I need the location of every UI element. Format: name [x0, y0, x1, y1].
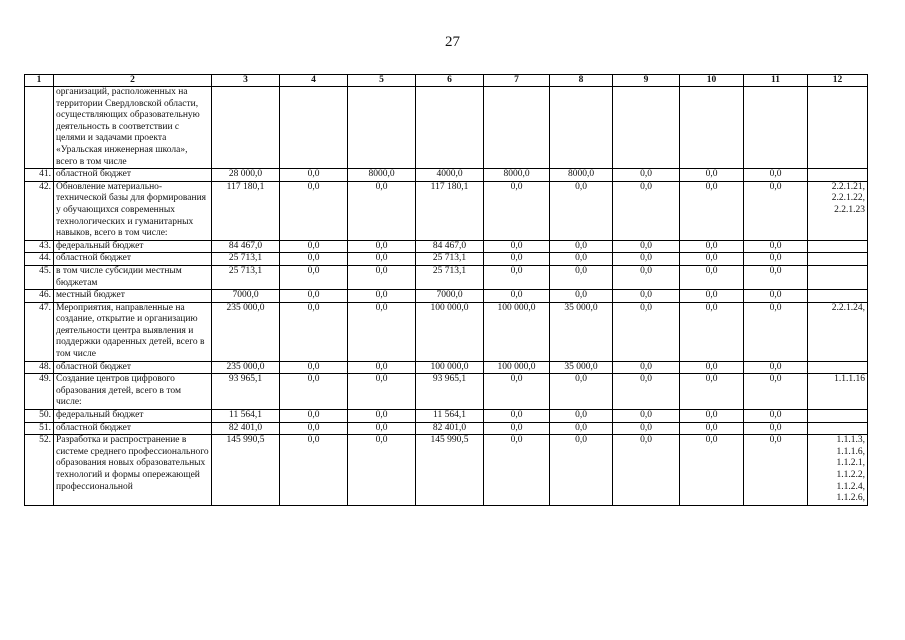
column-header: 7	[484, 75, 550, 87]
value-cell: 8000,0	[550, 169, 613, 182]
value-cell: 0,0	[348, 290, 416, 303]
value-cell: 0,0	[680, 265, 744, 289]
value-cell: 0,0	[613, 361, 680, 374]
value-cell	[280, 87, 348, 169]
value-cell: 0,0	[280, 410, 348, 423]
description-cell: организаций, расположенных на территории Свердловской области, осуществляющих образовательную деятельность в соответствии с целями и задачами проекта «Уральская инженерная школа», всего в том числе	[54, 87, 212, 169]
description-cell: областной бюджет	[54, 361, 212, 374]
value-cell: 0,0	[484, 181, 550, 240]
table-row	[25, 265, 868, 289]
reference-cell: 2.2.1.21, 2.2.1.22, 2.2.1.23	[808, 181, 868, 240]
column-header: 4	[280, 75, 348, 87]
value-cell: 11 564,1	[416, 410, 484, 423]
value-cell: 0,0	[348, 181, 416, 240]
value-cell: 0,0	[680, 410, 744, 423]
value-cell: 145 990,5	[212, 435, 280, 506]
reference-cell	[808, 240, 868, 253]
value-cell: 0,0	[613, 302, 680, 361]
table-row	[25, 181, 868, 240]
value-cell: 0,0	[613, 435, 680, 506]
value-cell: 0,0	[484, 265, 550, 289]
value-cell: 0,0	[744, 290, 808, 303]
value-cell	[550, 87, 613, 169]
description-cell: областной бюджет	[54, 253, 212, 266]
column-header: 8	[550, 75, 613, 87]
value-cell: 0,0	[484, 422, 550, 435]
value-cell	[484, 87, 550, 169]
table-header-row	[25, 75, 868, 87]
value-cell: 0,0	[348, 265, 416, 289]
row-number-cell: 42.	[25, 181, 54, 240]
value-cell: 84 467,0	[416, 240, 484, 253]
table-row	[25, 253, 868, 266]
table-row	[25, 361, 868, 374]
value-cell: 0,0	[680, 240, 744, 253]
value-cell: 0,0	[744, 422, 808, 435]
description-cell: местный бюджет	[54, 290, 212, 303]
reference-cell	[808, 410, 868, 423]
value-cell: 0,0	[280, 240, 348, 253]
reference-cell	[808, 361, 868, 374]
value-cell: 0,0	[484, 435, 550, 506]
value-cell: 0,0	[613, 253, 680, 266]
value-cell: 0,0	[550, 290, 613, 303]
value-cell: 0,0	[348, 435, 416, 506]
value-cell: 7000,0	[212, 290, 280, 303]
value-cell: 0,0	[613, 265, 680, 289]
value-cell: 100 000,0	[416, 302, 484, 361]
value-cell: 93 965,1	[416, 374, 484, 410]
value-cell: 0,0	[550, 410, 613, 423]
description-cell: областной бюджет	[54, 169, 212, 182]
value-cell: 0,0	[744, 181, 808, 240]
value-cell: 0,0	[348, 253, 416, 266]
table-row	[25, 435, 868, 506]
value-cell: 0,0	[680, 422, 744, 435]
value-cell: 235 000,0	[212, 302, 280, 361]
value-cell: 0,0	[744, 302, 808, 361]
value-cell: 35 000,0	[550, 302, 613, 361]
row-number-cell: 43.	[25, 240, 54, 253]
table-row	[25, 169, 868, 182]
description-cell: Мероприятия, направленные на создание, открытие и организацию деятельности центра выявления и поддержки одаренных детей, всего в том числе	[54, 302, 212, 361]
value-cell: 100 000,0	[484, 361, 550, 374]
value-cell: 0,0	[744, 361, 808, 374]
value-cell: 0,0	[484, 253, 550, 266]
value-cell: 0,0	[744, 410, 808, 423]
value-cell: 82 401,0	[416, 422, 484, 435]
value-cell: 82 401,0	[212, 422, 280, 435]
value-cell: 0,0	[680, 302, 744, 361]
value-cell: 0,0	[280, 290, 348, 303]
table-row	[25, 87, 868, 169]
value-cell: 0,0	[680, 253, 744, 266]
value-cell: 0,0	[348, 361, 416, 374]
value-cell: 0,0	[550, 253, 613, 266]
column-header: 2	[54, 75, 212, 87]
value-cell: 25 713,1	[212, 265, 280, 289]
value-cell: 11 564,1	[212, 410, 280, 423]
value-cell: 0,0	[613, 240, 680, 253]
value-cell: 0,0	[680, 374, 744, 410]
value-cell: 0,0	[348, 240, 416, 253]
column-header: 6	[416, 75, 484, 87]
value-cell: 0,0	[744, 435, 808, 506]
description-cell: федеральный бюджет	[54, 410, 212, 423]
value-cell: 0,0	[280, 422, 348, 435]
reference-cell: 1.1.1.3, 1.1.1.6, 1.1.2.1, 1.1.2.2, 1.1.2.4, 1.1.2.6,	[808, 435, 868, 506]
row-number-cell	[25, 87, 54, 169]
table-row	[25, 374, 868, 410]
value-cell: 100 000,0	[484, 302, 550, 361]
value-cell: 0,0	[550, 374, 613, 410]
value-cell: 117 180,1	[212, 181, 280, 240]
value-cell: 0,0	[280, 361, 348, 374]
description-cell: в том числе субсидии местным бюджетам	[54, 265, 212, 289]
budget-table	[24, 74, 868, 506]
value-cell: 0,0	[550, 181, 613, 240]
description-cell: Обновление материально-технической базы для формирования у обучающихся современных технологических и гуманитарных навыков, всего в том числе:	[54, 181, 212, 240]
value-cell: 84 467,0	[212, 240, 280, 253]
value-cell: 0,0	[613, 422, 680, 435]
value-cell: 0,0	[348, 422, 416, 435]
value-cell: 0,0	[613, 290, 680, 303]
value-cell: 0,0	[280, 435, 348, 506]
row-number-cell: 45.	[25, 265, 54, 289]
value-cell: 0,0	[680, 169, 744, 182]
row-number-cell: 47.	[25, 302, 54, 361]
value-cell: 0,0	[613, 410, 680, 423]
value-cell	[613, 87, 680, 169]
reference-cell	[808, 290, 868, 303]
value-cell: 0,0	[280, 265, 348, 289]
value-cell: 7000,0	[416, 290, 484, 303]
column-header: 9	[613, 75, 680, 87]
column-header: 1	[25, 75, 54, 87]
value-cell	[680, 87, 744, 169]
row-number-cell: 49.	[25, 374, 54, 410]
value-cell: 0,0	[280, 302, 348, 361]
column-header: 5	[348, 75, 416, 87]
description-cell: федеральный бюджет	[54, 240, 212, 253]
column-header: 12	[808, 75, 868, 87]
row-number-cell: 51.	[25, 422, 54, 435]
value-cell	[744, 87, 808, 169]
value-cell: 93 965,1	[212, 374, 280, 410]
table-row	[25, 302, 868, 361]
value-cell: 8000,0	[484, 169, 550, 182]
description-cell: Разработка и распространение в системе среднего профессионального образования новых образовательных технологий и формы опережающей профессиональной	[54, 435, 212, 506]
value-cell: 28 000,0	[212, 169, 280, 182]
table-row	[25, 410, 868, 423]
value-cell	[348, 87, 416, 169]
page-number: 27	[445, 34, 460, 50]
value-cell: 0,0	[680, 290, 744, 303]
description-cell: Создание центров цифрового образования детей, всего в том числе:	[54, 374, 212, 410]
value-cell: 0,0	[280, 374, 348, 410]
value-cell: 0,0	[484, 374, 550, 410]
table-row	[25, 240, 868, 253]
table-row	[25, 290, 868, 303]
reference-cell	[808, 169, 868, 182]
value-cell: 0,0	[744, 169, 808, 182]
value-cell: 235 000,0	[212, 361, 280, 374]
row-number-cell: 46.	[25, 290, 54, 303]
value-cell: 0,0	[613, 374, 680, 410]
value-cell: 0,0	[680, 181, 744, 240]
value-cell: 0,0	[348, 374, 416, 410]
value-cell: 0,0	[550, 422, 613, 435]
reference-cell	[808, 87, 868, 169]
value-cell: 0,0	[744, 240, 808, 253]
row-number-cell: 44.	[25, 253, 54, 266]
row-number-cell: 52.	[25, 435, 54, 506]
value-cell: 0,0	[744, 265, 808, 289]
value-cell: 25 713,1	[212, 253, 280, 266]
value-cell: 0,0	[744, 253, 808, 266]
table-row	[25, 422, 868, 435]
value-cell: 0,0	[613, 181, 680, 240]
value-cell: 0,0	[613, 169, 680, 182]
reference-cell	[808, 253, 868, 266]
value-cell: 4000,0	[416, 169, 484, 182]
value-cell: 0,0	[484, 240, 550, 253]
value-cell: 35 000,0	[550, 361, 613, 374]
row-number-cell: 48.	[25, 361, 54, 374]
value-cell: 0,0	[484, 410, 550, 423]
value-cell	[416, 87, 484, 169]
value-cell: 0,0	[550, 240, 613, 253]
value-cell: 0,0	[744, 374, 808, 410]
value-cell: 0,0	[280, 253, 348, 266]
value-cell: 0,0	[280, 181, 348, 240]
value-cell: 0,0	[348, 410, 416, 423]
value-cell: 8000,0	[348, 169, 416, 182]
column-header: 11	[744, 75, 808, 87]
value-cell: 0,0	[550, 435, 613, 506]
value-cell: 0,0	[680, 435, 744, 506]
description-cell: областной бюджет	[54, 422, 212, 435]
value-cell: 117 180,1	[416, 181, 484, 240]
reference-cell: 2.2.1.24,	[808, 302, 868, 361]
value-cell: 0,0	[280, 169, 348, 182]
value-cell: 145 990,5	[416, 435, 484, 506]
value-cell: 0,0	[484, 290, 550, 303]
column-header: 10	[680, 75, 744, 87]
value-cell: 0,0	[550, 265, 613, 289]
value-cell: 0,0	[348, 302, 416, 361]
value-cell: 100 000,0	[416, 361, 484, 374]
reference-cell	[808, 265, 868, 289]
value-cell: 0,0	[680, 361, 744, 374]
reference-cell: 1.1.1.16	[808, 374, 868, 410]
value-cell: 25 713,1	[416, 265, 484, 289]
reference-cell	[808, 422, 868, 435]
value-cell	[212, 87, 280, 169]
row-number-cell: 50.	[25, 410, 54, 423]
row-number-cell: 41.	[25, 169, 54, 182]
column-header: 3	[212, 75, 280, 87]
value-cell: 25 713,1	[416, 253, 484, 266]
